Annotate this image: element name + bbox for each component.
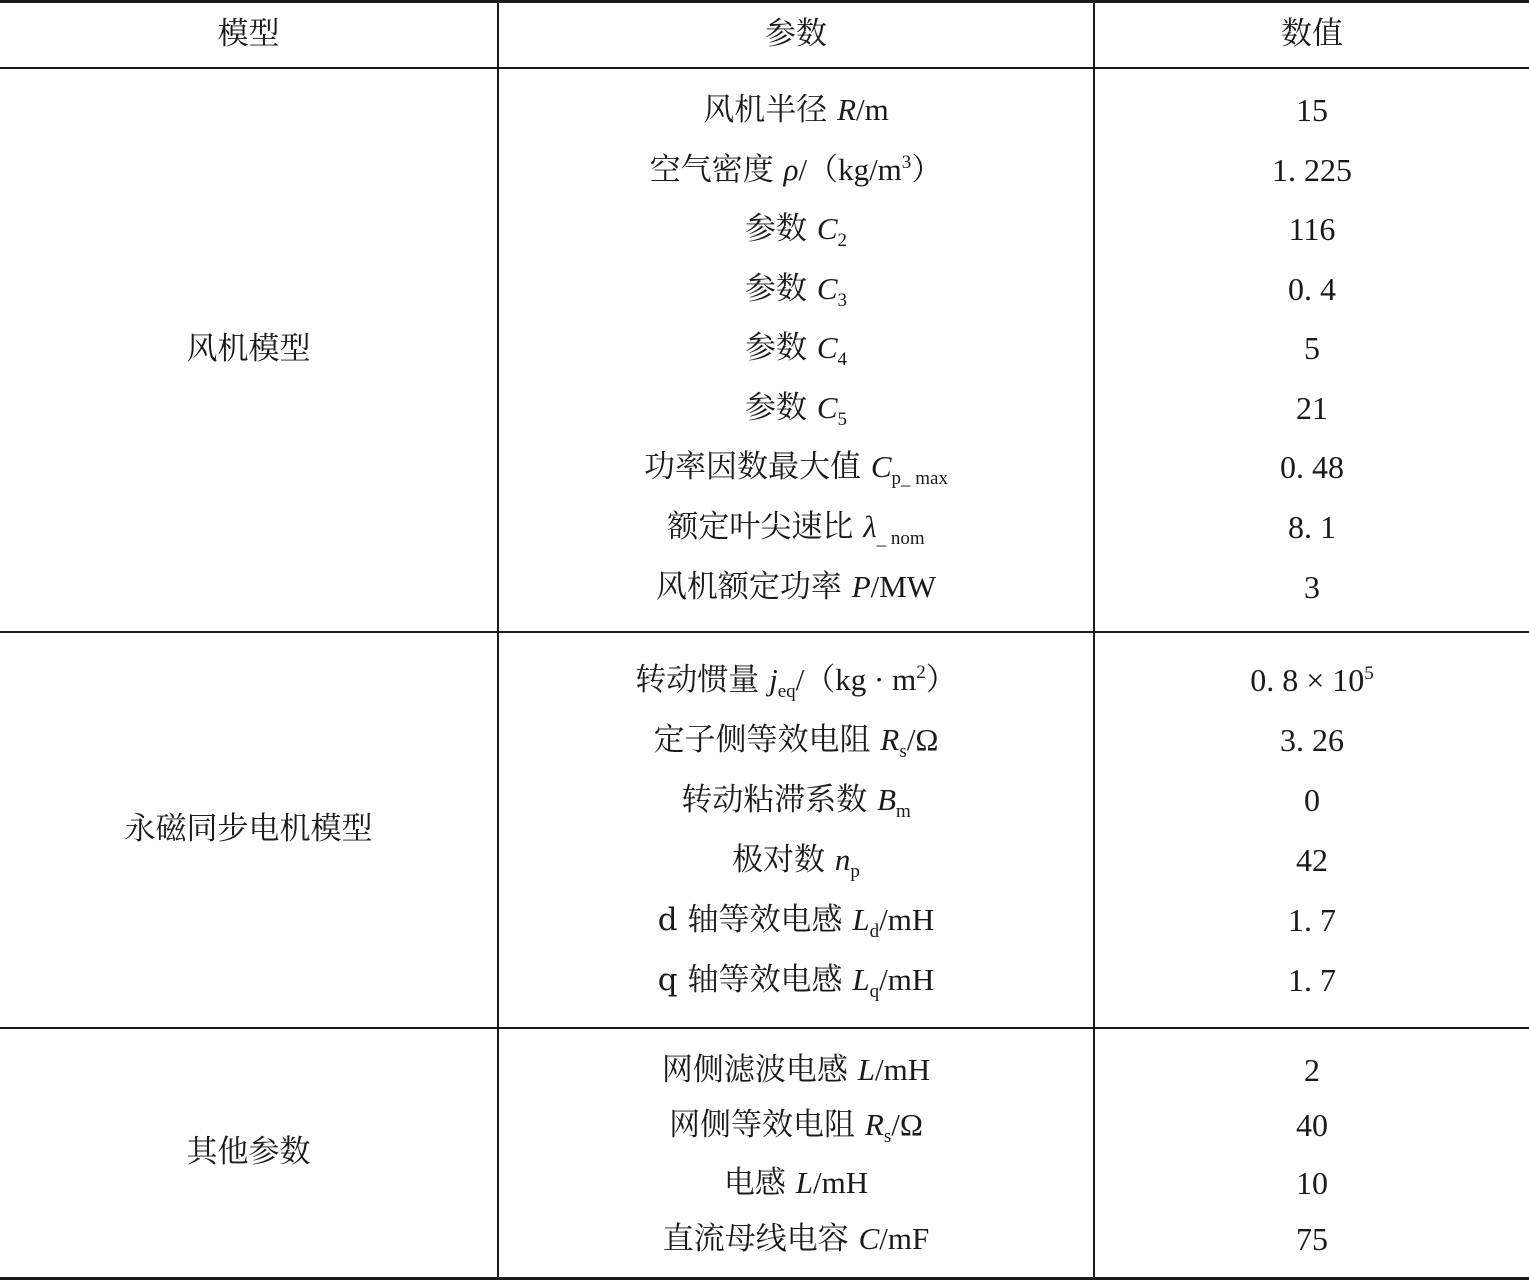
value-text: 0. 4 bbox=[1288, 271, 1336, 307]
param-subscript: _ nom bbox=[876, 528, 925, 549]
group-divider-1 bbox=[0, 631, 1529, 633]
param-subscript: 2 bbox=[837, 230, 848, 251]
param-unit: /mH bbox=[879, 962, 935, 997]
value-cell bbox=[1095, 782, 1529, 818]
value-text: 0. 8 × 10 bbox=[1250, 662, 1365, 698]
param-label: 空气密度 bbox=[649, 152, 774, 188]
param-symbol: P bbox=[851, 569, 871, 604]
param-cell bbox=[499, 1107, 1093, 1147]
param-unit: /mH bbox=[812, 1165, 869, 1200]
value-text: 0. 48 bbox=[1280, 449, 1344, 485]
param-subscript: m bbox=[896, 801, 911, 822]
value-cell bbox=[1095, 449, 1529, 485]
value-text: 10 bbox=[1296, 1165, 1328, 1201]
param-label: 定子侧等效电阻 bbox=[653, 722, 871, 758]
param-cell bbox=[499, 962, 1093, 1002]
param-symbol: C bbox=[816, 330, 838, 365]
value-cell bbox=[1095, 390, 1529, 426]
param-label: 转动粘滞系数 bbox=[681, 782, 868, 818]
value-text: 75 bbox=[1296, 1221, 1328, 1257]
param-label: 风机半径 bbox=[703, 92, 828, 128]
value-text: 3. 26 bbox=[1280, 722, 1344, 758]
group-divider-2 bbox=[0, 1027, 1529, 1029]
value-cell bbox=[1095, 662, 1529, 698]
param-subscript: 4 bbox=[837, 349, 848, 370]
group-name: 永磁同步电机模型 bbox=[124, 811, 373, 847]
param-unit: /mH bbox=[879, 902, 935, 937]
param-label: 极对数 bbox=[732, 842, 826, 878]
param-symbol: L bbox=[857, 1052, 875, 1087]
param-cell bbox=[499, 722, 1093, 762]
param-label: 参数 bbox=[744, 390, 807, 426]
param-subscript: s bbox=[899, 741, 907, 762]
param-unit: /m bbox=[856, 92, 889, 127]
param-cell bbox=[499, 330, 1093, 370]
param-symbol: j bbox=[769, 662, 778, 697]
param-label: 参数 bbox=[744, 211, 807, 247]
value-cell bbox=[1095, 722, 1529, 758]
value-text: 1. 7 bbox=[1288, 962, 1336, 998]
param-superscript: 2 bbox=[916, 662, 926, 683]
param-symbol: λ bbox=[863, 509, 877, 544]
param-subscript: p bbox=[850, 861, 860, 882]
param-cell bbox=[499, 449, 1093, 489]
param-label: 转动惯量 bbox=[635, 662, 760, 698]
param-symbol: ρ bbox=[783, 152, 799, 187]
param-symbol: C bbox=[816, 390, 838, 425]
param-symbol: L bbox=[852, 902, 870, 937]
value-cell bbox=[1095, 1107, 1529, 1143]
param-symbol: C bbox=[816, 271, 838, 306]
param-subscript: eq bbox=[777, 681, 796, 702]
value-cell bbox=[1095, 962, 1529, 998]
param-cell bbox=[499, 1221, 1093, 1257]
header-param: 参数 bbox=[765, 16, 827, 52]
value-cell bbox=[1095, 842, 1529, 878]
param-symbol: n bbox=[834, 842, 851, 877]
param-unit: /Ω bbox=[906, 722, 939, 757]
param-unit-close: ） bbox=[925, 662, 957, 697]
param-subscript: 5 bbox=[837, 409, 848, 430]
value-text: 0 bbox=[1304, 782, 1320, 818]
value-cell bbox=[1095, 569, 1529, 605]
value-cell bbox=[1095, 1221, 1529, 1257]
param-subscript: p_ max bbox=[891, 468, 948, 489]
param-label: 电感 bbox=[723, 1165, 786, 1201]
value-text: 2 bbox=[1304, 1052, 1320, 1088]
param-label: 网侧等效电阻 bbox=[669, 1107, 856, 1143]
param-unit: /Ω bbox=[891, 1107, 923, 1142]
value-cell bbox=[1095, 1052, 1529, 1088]
param-unit: /MW bbox=[870, 569, 937, 604]
param-symbol: C bbox=[870, 449, 892, 484]
param-symbol: R bbox=[837, 92, 857, 127]
value-cell bbox=[1095, 152, 1529, 188]
param-label: 参数 bbox=[744, 271, 807, 307]
param-label: 直流母线电容 bbox=[662, 1221, 849, 1257]
param-unit: /mH bbox=[874, 1052, 931, 1087]
param-unit: /mF bbox=[879, 1221, 930, 1256]
value-text: 21 bbox=[1296, 390, 1328, 426]
value-cell bbox=[1095, 1165, 1529, 1201]
value-text: 1. 7 bbox=[1288, 902, 1336, 938]
value-text: 3 bbox=[1304, 569, 1320, 605]
value-text: 1. 225 bbox=[1272, 152, 1352, 188]
top-rule bbox=[0, 0, 1529, 3]
param-subscript: s bbox=[883, 1126, 892, 1147]
param-label: q 轴等效电感 bbox=[657, 962, 843, 998]
value-text: 15 bbox=[1296, 92, 1328, 128]
group-name: 风机模型 bbox=[186, 331, 311, 367]
param-cell bbox=[499, 211, 1093, 251]
param-unit: /（kg · m bbox=[795, 662, 917, 697]
param-cell bbox=[499, 842, 1093, 882]
param-label: 网侧滤波电感 bbox=[661, 1052, 848, 1088]
param-label: 额定叶尖速比 bbox=[667, 509, 854, 545]
param-symbol: R bbox=[864, 1107, 884, 1142]
value-text: 42 bbox=[1296, 842, 1328, 878]
param-unit-close: ） bbox=[911, 152, 943, 187]
param-cell bbox=[499, 271, 1093, 311]
param-symbol: B bbox=[877, 782, 896, 817]
header-value: 数值 bbox=[1281, 16, 1343, 52]
param-cell bbox=[499, 152, 1093, 188]
param-cell bbox=[499, 1052, 1093, 1088]
param-subscript: d bbox=[869, 921, 880, 942]
param-cell bbox=[499, 662, 1093, 702]
param-label: 参数 bbox=[744, 330, 807, 366]
value-cell bbox=[1095, 902, 1529, 938]
param-subscript: 3 bbox=[837, 290, 848, 311]
column-divider-1 bbox=[497, 0, 499, 1280]
value-cell bbox=[1095, 271, 1529, 307]
param-cell bbox=[499, 92, 1093, 128]
value-text: 116 bbox=[1288, 211, 1336, 247]
param-cell bbox=[499, 569, 1093, 605]
param-cell bbox=[499, 390, 1093, 430]
param-symbol: C bbox=[858, 1221, 880, 1256]
header-rule bbox=[0, 67, 1529, 69]
param-subscript: q bbox=[869, 981, 880, 1002]
value-text: 8. 1 bbox=[1288, 509, 1336, 545]
bottom-rule bbox=[0, 1277, 1529, 1280]
header-model: 模型 bbox=[217, 16, 280, 52]
param-symbol: C bbox=[816, 211, 838, 246]
group-name: 其他参数 bbox=[186, 1134, 311, 1170]
value-superscript: 5 bbox=[1364, 663, 1374, 684]
param-label: d 轴等效电感 bbox=[657, 902, 843, 938]
param-symbol: R bbox=[880, 722, 900, 757]
value-text: 5 bbox=[1304, 330, 1320, 366]
param-unit: /（kg/m bbox=[798, 152, 902, 187]
param-label: 功率因数最大值 bbox=[643, 449, 861, 485]
value-cell bbox=[1095, 509, 1529, 545]
param-label: 风机额定功率 bbox=[655, 569, 842, 605]
value-cell bbox=[1095, 92, 1529, 128]
param-cell bbox=[499, 782, 1093, 822]
column-divider-2 bbox=[1093, 0, 1095, 1280]
param-cell bbox=[499, 1165, 1093, 1201]
param-cell bbox=[499, 509, 1093, 549]
param-symbol: L bbox=[852, 962, 870, 997]
value-cell bbox=[1095, 211, 1529, 247]
value-cell bbox=[1095, 330, 1529, 366]
param-symbol: L bbox=[795, 1165, 813, 1200]
value-text: 40 bbox=[1296, 1107, 1328, 1143]
param-cell bbox=[499, 902, 1093, 942]
param-superscript: 3 bbox=[901, 152, 912, 173]
